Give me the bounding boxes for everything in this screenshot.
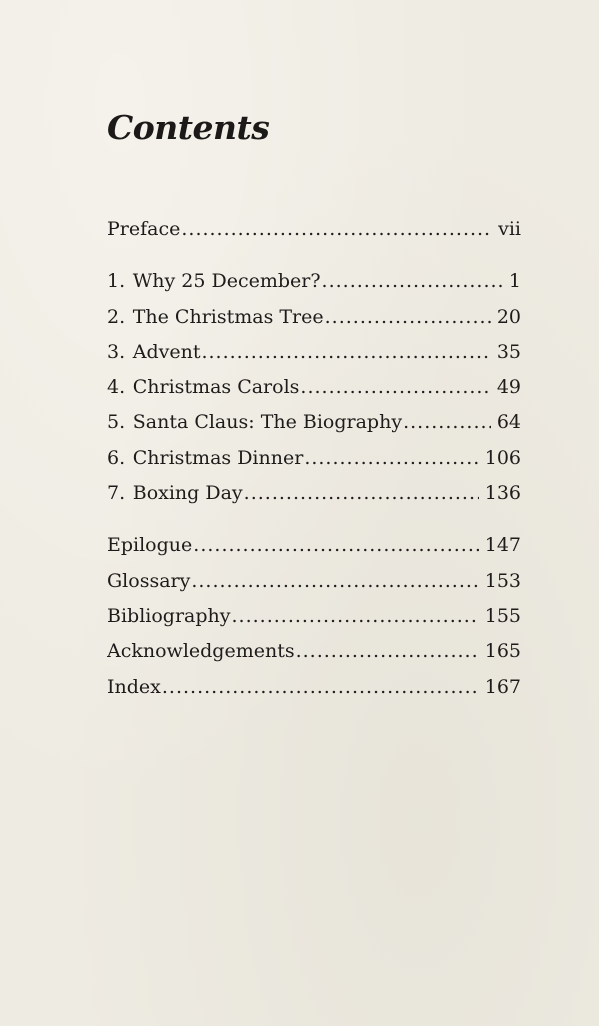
toc-entry-bibliography <box>107 599 521 634</box>
toc-entry-page: 35 <box>496 340 521 363</box>
toc-entry-chapter-3 <box>107 335 521 370</box>
toc-entry-label: Advent <box>132 340 201 363</box>
dot-leader <box>325 300 491 335</box>
dot-leader <box>403 405 491 440</box>
dot-leader <box>304 441 478 476</box>
chapter-number: 2. <box>107 305 126 328</box>
chapter-number: 3. <box>107 340 126 363</box>
toc-entry-page: 106 <box>484 446 521 469</box>
dot-leader <box>232 599 479 634</box>
dot-leader <box>322 264 503 299</box>
toc-section-back-matter <box>107 528 521 704</box>
toc-entry-epilogue <box>107 528 521 563</box>
chapter-number: 1. <box>107 270 126 293</box>
toc-entry-page: 64 <box>496 411 521 434</box>
dot-leader <box>181 212 492 247</box>
dot-leader <box>201 335 490 370</box>
dot-leader <box>244 476 479 511</box>
toc-entry-page: 153 <box>484 569 521 592</box>
toc-entry-page: 20 <box>496 305 521 328</box>
toc-entry-label: Christmas Carols <box>132 376 300 399</box>
toc-entry-label: Epilogue <box>107 534 193 557</box>
toc-entry-label: Preface <box>107 218 181 240</box>
toc-entry-label: Santa Claus: The Biography <box>132 411 403 434</box>
toc-entry-chapter-2 <box>107 300 521 335</box>
toc-entry-page: vii <box>498 218 521 240</box>
toc-entry-page: 155 <box>484 604 521 627</box>
toc-entry-chapter-4 <box>107 370 521 405</box>
chapter-number: 6. <box>107 446 126 469</box>
dot-leader <box>300 370 490 405</box>
dot-leader <box>162 670 479 705</box>
toc-entry-chapter-6 <box>107 441 521 476</box>
toc-entry-page: 49 <box>496 376 521 399</box>
toc-entry-label: The Christmas Tree <box>132 305 324 328</box>
toc-entry-label: Acknowledgements <box>107 640 295 663</box>
toc-entry-page: 1 <box>508 270 521 293</box>
dot-leader <box>191 564 478 599</box>
toc-section-chapters <box>107 264 521 511</box>
toc-entry-label: Boxing Day <box>132 482 243 505</box>
dot-leader <box>296 634 479 669</box>
chapter-number: 5. <box>107 411 126 434</box>
toc-entry-glossary <box>107 564 521 599</box>
toc-entry-chapter-7 <box>107 476 521 511</box>
toc-entry-label: Why 25 December? <box>132 270 321 293</box>
toc-entry-label: Christmas Dinner <box>132 446 304 469</box>
toc-entry-acknowledgements <box>107 634 521 669</box>
toc-entry-chapter-5 <box>107 405 521 440</box>
dot-leader <box>193 528 478 563</box>
toc-entry-label: Bibliography <box>107 604 231 627</box>
chapter-number: 7. <box>107 482 126 505</box>
toc-entry-chapter-1 <box>107 264 521 299</box>
toc-entry-page: 165 <box>484 640 521 663</box>
toc-entry-page: 147 <box>484 534 521 557</box>
toc-entry-preface <box>107 212 521 247</box>
toc-entry-label: Index <box>107 675 161 698</box>
page-title: Contents <box>107 108 270 147</box>
toc-entry-page: 136 <box>484 482 521 505</box>
toc-section-front-matter <box>107 212 521 247</box>
toc-entry-label: Glossary <box>107 569 191 592</box>
chapter-number: 4. <box>107 376 126 399</box>
toc-entry-index <box>107 670 521 705</box>
table-of-contents <box>107 212 521 705</box>
toc-entry-page: 167 <box>484 675 521 698</box>
